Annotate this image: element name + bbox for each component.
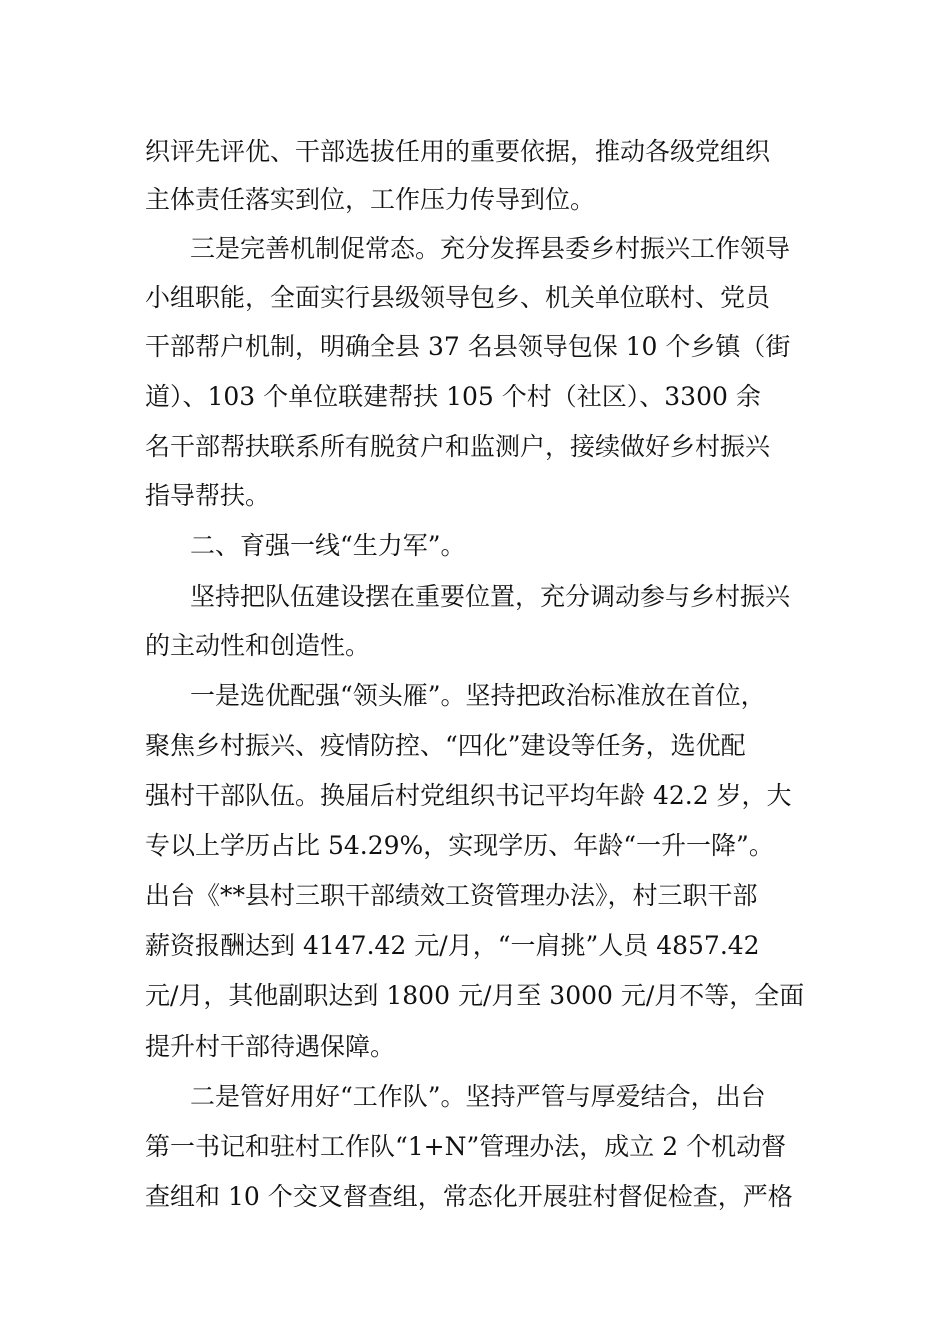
- text-line: 专以上学历占比 54.29%，实现学历、年龄“一升一降”。: [145, 831, 774, 860]
- text-line: 薪资报酬达到 4147.42 元/月，“一肩挑”人员 4857.42: [145, 931, 760, 960]
- text-line: 指导帮扶。: [145, 481, 271, 510]
- text-line: 小组职能，全面实行县级领导包乡、机关单位联村、党员: [145, 283, 771, 312]
- text-line: 一是选优配强“领头雁”。坚持把政治标准放在首位，: [190, 681, 766, 710]
- section-heading: 二、育强一线“生力军”。: [190, 531, 466, 560]
- text-line: 坚持把队伍建设摆在重要位置，充分调动参与乡村振兴: [190, 582, 791, 611]
- text-line: 提升村干部待遇保障。: [145, 1032, 396, 1061]
- text-line: 的主动性和创造性。: [145, 631, 371, 660]
- text-line: 第一书记和驻村工作队“1+N”管理办法，成立 2 个机动督: [145, 1132, 787, 1161]
- text-line: 查组和 10 个交叉督查组，常态化开展驻村督促检查，严格: [145, 1182, 793, 1211]
- text-line: 道）、103 个单位联建帮扶 105 个村（社区）、3300 余: [145, 382, 761, 411]
- text-line: 出台《**县村三职干部绩效工资管理办法》，村三职干部: [145, 881, 758, 910]
- text-line: 聚焦乡村振兴、疫情防控、“四化”建设等任务，选优配: [145, 731, 746, 760]
- text-line: 三是完善机制促常态。充分发挥县委乡村振兴工作领导: [190, 234, 791, 263]
- text-line: 二是管好用好“工作队”。坚持严管与厚爱结合，出台: [190, 1082, 766, 1111]
- text-line: 主体责任落实到位，工作压力传导到位。: [145, 185, 596, 214]
- text-line: 织评先评优、干部选拔任用的重要依据，推动各级党组织: [145, 137, 771, 166]
- text-line: 名干部帮扶联系所有脱贫户和监测户，接续做好乡村振兴: [145, 432, 771, 461]
- text-line: 干部帮户机制，明确全县 37 名县领导包保 10 个乡镇（街: [145, 332, 791, 361]
- text-line: 元/月，其他副职达到 1800 元/月至 3000 元/月不等，全面: [145, 981, 805, 1010]
- text-line: 强村干部队伍。换届后村党组织书记平均年龄 42.2 岁，大: [145, 781, 792, 810]
